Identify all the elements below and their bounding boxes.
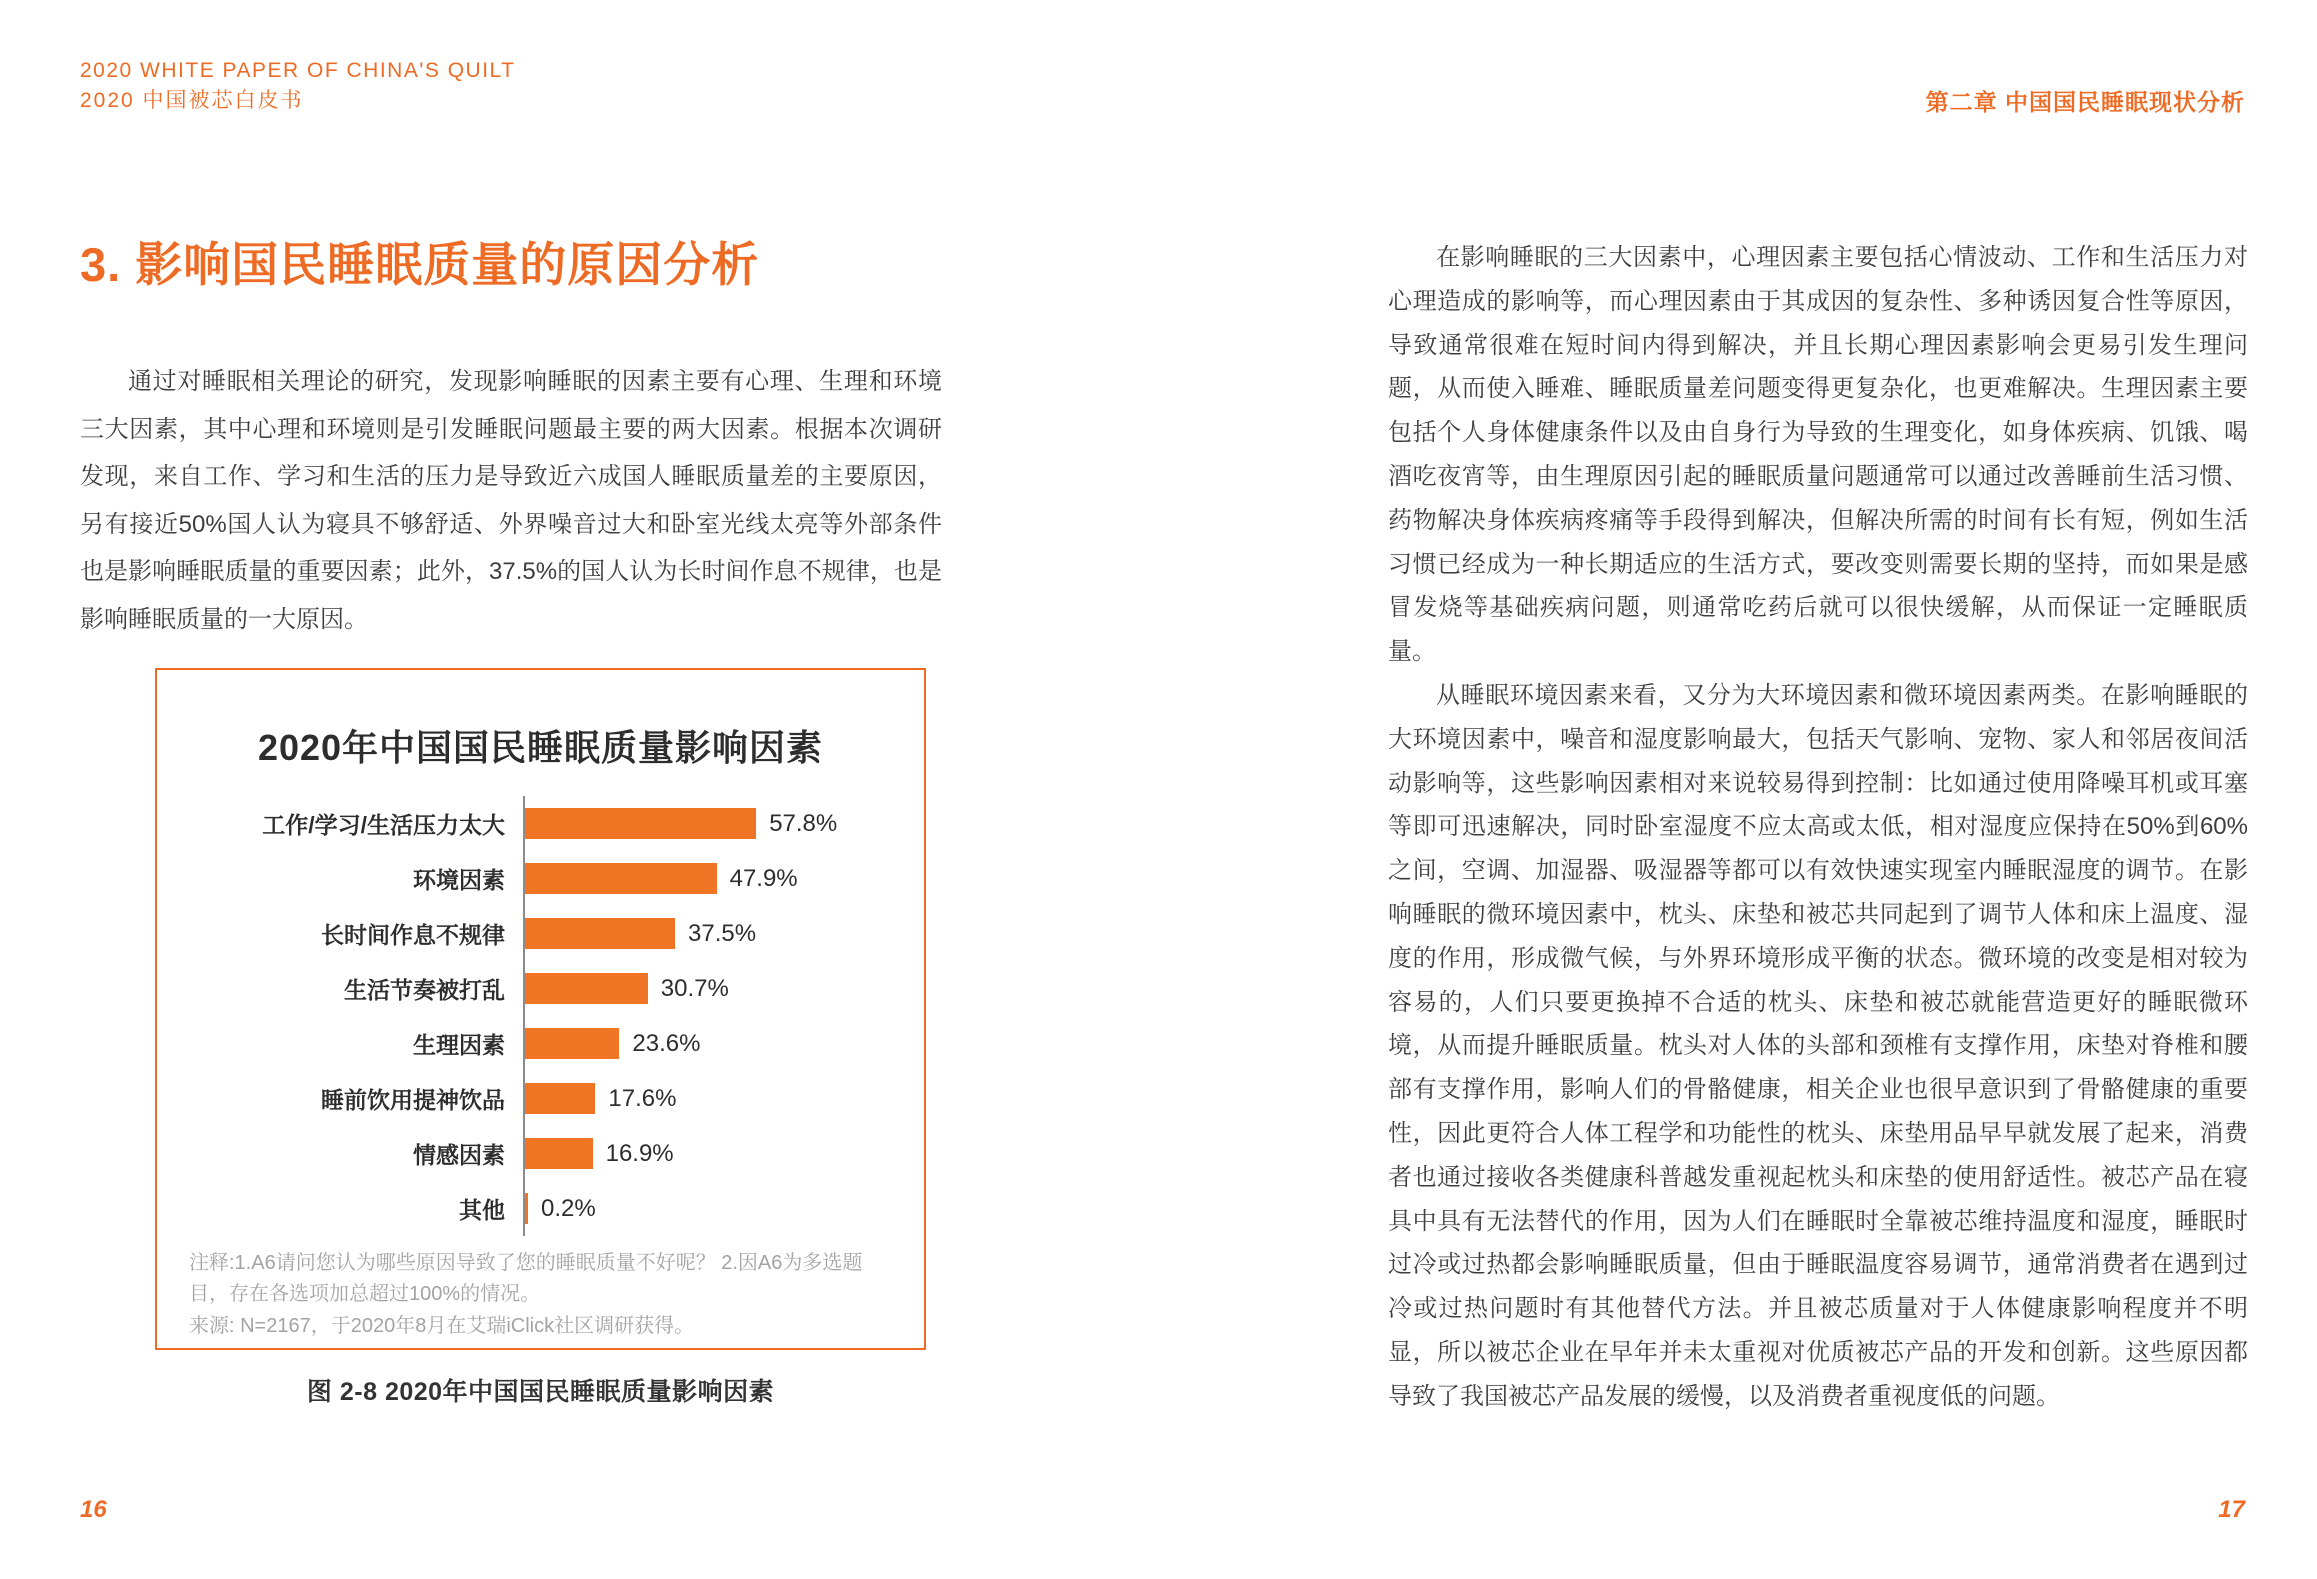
chart-value-label: 30.7% <box>660 974 729 1002</box>
chart-category-label: 睡前饮用提神饮品 <box>321 1087 505 1113</box>
chart-bar-track <box>523 961 904 1016</box>
page-number-left: 16 <box>80 1496 107 1523</box>
chart-category-label: 生理因素 <box>413 1032 505 1058</box>
section-title: 3. 影响国民睡眠质量的原因分析 <box>80 238 760 291</box>
chart-category-label: 生活节奏被打乱 <box>344 977 505 1003</box>
header-english-line: 2020 WHITE PAPER OF CHINA'S QUILT <box>80 59 516 82</box>
chart-bar <box>525 973 648 1004</box>
chart-row <box>187 851 904 906</box>
chart-value-label: 17.6% <box>608 1084 677 1112</box>
chart-bar <box>525 918 675 949</box>
chart-source: 来源: N=2167，于2020年8月在艾瑞iClick社区调研获得。 <box>189 1315 695 1337</box>
body-paragraph-2: 从睡眠环境因素来看，又分为大环境因素和微环境因素两类。在影响睡眠的大环境因素中，噪音和湿度影响最大，包括天气影响、宠物、家人和邻居夜间活动影响等，这些影响因素相对来说较易得到控制：比如通过使用降噪耳机或耳塞等即可迅速解决，同时卧室湿度不应太高或太低，相对湿度应保持在50%到60%之间，空调、加湿器、吸湿器等都可以有效快速实现室内睡眠湿度的调节。在影响睡眠的微环境因素中，枕头、床垫和被芯共同起到了调节人体和床上温度、湿度的作用，形成微气候，与外界环境形成平衡的状态。微环境的改变是相对较为容易的，人们只要更换掉不合适的枕头、床垫和被芯就能营造更好的睡眠微环境，从而提升睡眠质量。枕头对人体的头部和颈椎有支撑作用，床垫对脊椎和腰部有支撑作用，影响人们的骨骼健康，相关企业也很早意识到了骨骼健康的重要性，因此更符合人体工程学和功能性的枕头、床垫用品早早就发展了起来，消费者也通过接收各类健康科普越发重视起枕头和床垫的使用舒适性。被芯产品在寝具中具有无法替代的作用，因为人们在睡眠时全靠被芯维持温度和湿度，睡眠时过冷或过热都会影响睡眠质量，但由于睡眠温度容易调节，通常消费者在遇到过冷或过热问题时有其他替代方法。并且被芯质量对于人体健康影响程度并不明显，所以被芯企业在早年并未太重视对优质被芯产品的开发和创新。这些原因都导致了我国被芯产品发展的缓慢，以及消费者重视度低的问题。 <box>1388 681 2248 1410</box>
chart-row <box>187 1016 904 1071</box>
chart-bar-track <box>523 1126 904 1181</box>
header-chinese-line: 2020 中国被芯白皮书 <box>80 89 304 112</box>
chart-row <box>187 906 904 961</box>
left-page-header <box>80 56 515 116</box>
chart-bar-track <box>523 1181 904 1236</box>
chart-value-label: 47.9% <box>729 864 798 892</box>
chart-bar-track <box>523 1071 904 1126</box>
chart-category-label: 环境因素 <box>413 867 505 893</box>
chart-row <box>187 961 904 1016</box>
chart-row <box>187 1181 904 1236</box>
chart-bar-track <box>523 906 904 961</box>
chart-note: 注释:1.A6请问您认为哪些原因导致了您的睡眠质量不好呢？ 2.因A6为多选题目，存在各选项加总超过100%的情况。 <box>189 1252 863 1305</box>
chart-value-label: 37.5% <box>688 919 757 947</box>
chart-row <box>187 1071 904 1126</box>
chart-category-label: 其他 <box>459 1197 505 1223</box>
figure-box <box>155 668 926 1350</box>
chart-row <box>187 796 904 851</box>
chart-value-label: 0.2% <box>541 1194 596 1222</box>
intro-paragraph: 通过对睡眠相关理论的研究，发现影响睡眠的因素主要有心理、生理和环境三大因素，其中心理和环境则是引发睡眠问题最主要的两大因素。根据本次调研发现，来自工作、学习和生活的压力是导致近六成国人睡眠质量差的主要原因，另有接近50%国人认为寝具不够舒适、外界噪音过大和卧室光线太亮等外部条件也是影响睡眠质量的重要因素；此外，37.5%的国人认为长时间作息不规律，也是影响睡眠质量的一大原因。 <box>80 368 942 633</box>
chart-category-label: 长时间作息不规律 <box>321 922 505 948</box>
body-text-column <box>1388 236 2248 1419</box>
chart-value-label: 23.6% <box>632 1029 701 1057</box>
chart-value-label: 16.9% <box>605 1139 674 1167</box>
chart-bar <box>525 1138 593 1169</box>
chart-category-label: 工作/学习/生活压力太大 <box>262 812 505 838</box>
chart-bar-track <box>523 796 904 851</box>
chart-bar <box>525 1083 595 1114</box>
chart-bar-track <box>523 851 904 906</box>
chart-bar <box>525 808 756 839</box>
chapter-header: 第二章 中国国民睡眠现状分析 <box>1925 89 2245 115</box>
chart-row <box>187 1126 904 1181</box>
figure-caption: 图 2-8 2020年中国国民睡眠质量影响因素 <box>306 1378 775 1406</box>
body-paragraph-1: 在影响睡眠的三大因素中，心理因素主要包括心情波动、工作和生活压力对心理造成的影响等，而心理因素由于其成因的复杂性、多种诱因复合性等原因，导致通常很难在短时间内得到解决，并且长期心理因素影响会更易引发生理问题，从而使入睡难、睡眠质量差问题变得更复杂化，也更难解决。生理因素主要包括个人身体健康条件以及由自身行为导致的生理变化，如身体疾病、饥饿、喝酒吃夜宵等，由生理原因引起的睡眠质量问题通常可以通过改善睡前生活习惯、药物解决身体疾病疼痛等手段得到解决，但解决所需的时间有长有短，例如生活习惯已经成为一种长期适应的生活方式，要改变则需要长期的坚持，而如果是感冒发烧等基础疾病问题，则通常吃药后就可以很快缓解，从而保证一定睡眠质量。 <box>1388 244 2248 666</box>
chart-bar <box>525 863 717 894</box>
page-number-right: 17 <box>2218 1496 2245 1523</box>
chart-value-label: 57.8% <box>769 809 838 837</box>
chart-bar <box>525 1193 528 1224</box>
chart-title: 2020年中国国民睡眠质量影响因素 <box>257 727 824 768</box>
chart-notes <box>189 1248 884 1342</box>
chart-bar <box>525 1028 619 1059</box>
chart-plot <box>187 796 904 1236</box>
chart-category-label: 情感因素 <box>413 1142 505 1168</box>
chart-bar-track <box>523 1016 904 1071</box>
